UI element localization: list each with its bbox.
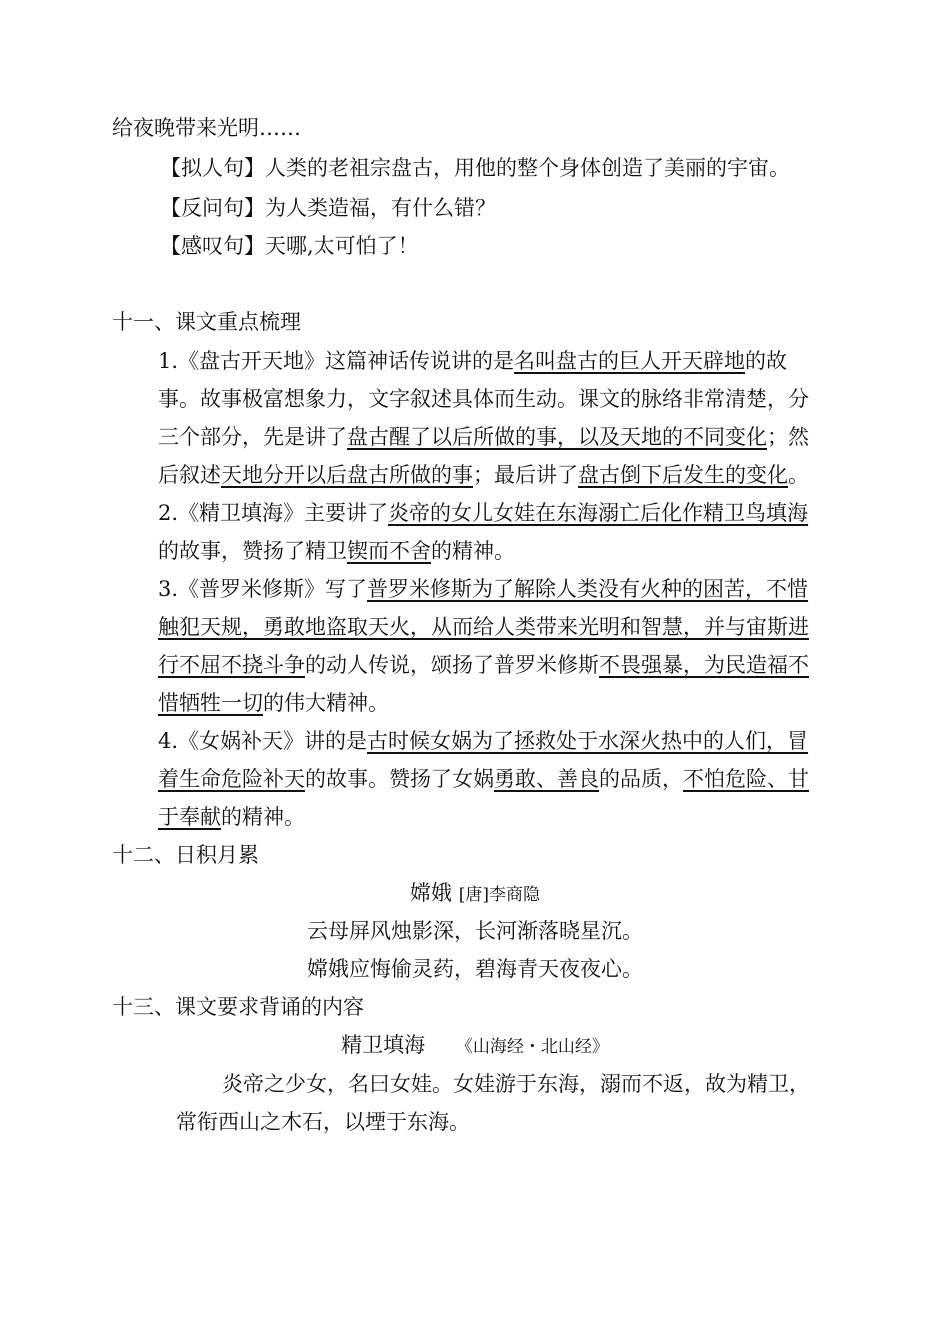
rhetorical-question-sentence: 【反问句】为人类造福，有什么错？ — [160, 196, 496, 220]
recitation-line: 炎帝之少女，名曰女娃。女娃游于东海，溺而不返，故为精卫， — [222, 1072, 810, 1096]
poem-line: 嫦娥应悔偷灵药，碧海青天夜夜心。 — [307, 957, 643, 981]
section-13-heading: 十三、课文要求背诵的内容 — [112, 995, 364, 1019]
recitation-line: 常衔西山之木石，以堙于东海。 — [176, 1110, 470, 1134]
underlined-answer: 普罗米修斯为了解除人类没有火种的困苦，不惜 — [367, 577, 809, 601]
underlined-answer: 盘古醒了以后所做的事，以及天地的不同变化 — [347, 425, 767, 449]
recitation-source: 《山海经・北山经》 — [455, 1037, 609, 1057]
text: 的伟大精神。 — [263, 691, 389, 715]
underlined-answer: 不怕危险、甘 — [683, 767, 809, 791]
poem-line: 云母屏风烛影深，长河渐落晓星沉。 — [307, 919, 643, 943]
poem-header — [0, 877, 950, 911]
paragraph-line — [158, 573, 808, 605]
paragraph-line — [158, 421, 809, 453]
paragraph-line: 事。故事极富想象力，文字叙述具体而生动。课文的脉络非常清楚，分 — [158, 387, 809, 411]
personification-sentence: 【拟人句】人类的老祖宗盘古，用他的整个身体创造了美丽的宇宙。 — [160, 156, 790, 180]
text: 的动人传说，颂扬了普罗米修斯 — [305, 653, 599, 677]
underlined-answer: 触犯天规，勇敢地盗取天火，从而给人类带来光明和智慧，并与宙斯进 — [158, 615, 809, 639]
exclamation-sentence: 【感叹句】天哪,太可怕了！ — [160, 234, 419, 258]
underlined-answer: 惜牺牲一切 — [158, 691, 263, 715]
underlined-answer: 着生命危险补天 — [158, 767, 305, 791]
underlined-answer: 古时候女娲为了拯救处于水深火热中的人们，冒 — [367, 729, 809, 753]
section-11-heading: 十一、课文重点梳理 — [112, 310, 301, 334]
poem-title: 嫦娥 — [410, 881, 453, 905]
text: 的精神。 — [431, 539, 515, 563]
underlined-answer: 炎帝的女儿女娃在东海溺亡后化作精卫鸟填海 — [388, 501, 809, 525]
section-12-heading: 十二、日积月累 — [112, 843, 259, 867]
paragraph-line — [158, 725, 808, 757]
paragraph-line — [158, 497, 808, 529]
text: 三个部分，先是讲了 — [158, 425, 347, 449]
paragraph-line — [158, 535, 515, 567]
underlined-answer: 天地分开以后盘古所做的事 — [221, 463, 473, 487]
text: 的故 — [745, 349, 788, 373]
text: 4.《女娲补天》讲的是 — [158, 729, 368, 753]
underlined-answer: 勇敢、善良 — [494, 767, 599, 791]
paragraph-line — [158, 459, 809, 491]
paragraph-line — [158, 345, 787, 377]
text: 。 — [788, 463, 809, 487]
poem-author: [唐]李商隐 — [458, 885, 540, 905]
text: 的精神。 — [221, 805, 305, 829]
underlined-answer: 盘古倒下后发生的变化 — [578, 463, 788, 487]
text-line: 给夜晚带来光明…… — [112, 116, 301, 140]
underlined-answer: 不畏强暴，为民造福不 — [599, 653, 809, 677]
paragraph-line — [158, 763, 809, 795]
recitation-header — [0, 1029, 950, 1063]
paragraph-line — [158, 611, 809, 643]
text: 的品质， — [599, 767, 683, 791]
text: ；最后讲了 — [473, 463, 578, 487]
text: 1.《盘古开天地》这篇神话传说讲的是 — [158, 349, 515, 373]
text: 3.《普罗米修斯》写了 — [158, 577, 368, 601]
underlined-answer: 于奉献 — [158, 805, 221, 829]
text: ；然 — [767, 425, 809, 449]
text: 的故事。赞扬了女娲 — [305, 767, 494, 791]
underlined-answer: 锲而不舍 — [347, 539, 431, 563]
text: 的故事，赞扬了精卫 — [158, 539, 347, 563]
paragraph-line — [158, 687, 389, 719]
paragraph-line — [158, 801, 305, 833]
underlined-answer: 行不屈不挠斗争 — [158, 653, 305, 677]
underlined-answer: 名叫盘古的巨人开天辟地 — [514, 349, 746, 373]
text: 2.《精卫填海》主要讲了 — [158, 501, 389, 525]
paragraph-line — [158, 649, 809, 681]
text: 后叙述 — [158, 463, 221, 487]
recitation-title: 精卫填海 — [341, 1033, 426, 1057]
